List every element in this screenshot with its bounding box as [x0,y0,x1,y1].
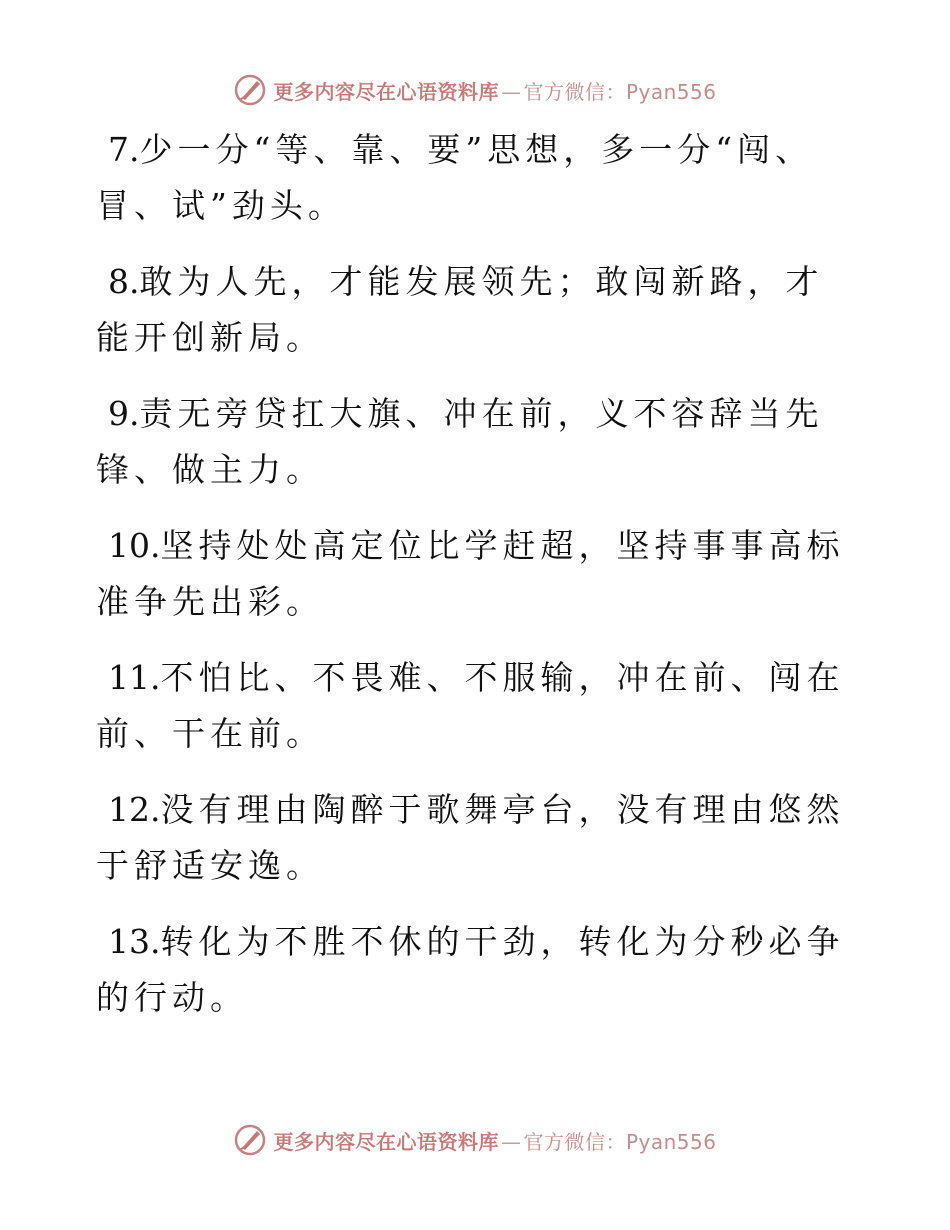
quill-logo-icon [233,1123,267,1157]
list-item [96,254,856,366]
watermark-brand: 更多内容尽在心语资料库 [273,1129,499,1154]
list-item [96,518,856,630]
list-item [96,914,856,1026]
watermark-contact: 官方微信：Pyan556 [523,1129,717,1154]
item-text: 转化为不胜不休的干劲，转化为分秒必争的行动。 [96,922,845,1017]
watermark-text [273,76,716,105]
footer-watermark [0,1120,950,1160]
watermark-separator: — [500,79,522,104]
item-number: 13. [108,922,161,961]
item-text: 没有理由陶醉于歌舞亭台，没有理由悠然于舒适安逸。 [96,790,845,885]
item-number: 9. [108,394,140,433]
item-number: 11. [108,658,161,697]
item-number: 7. [108,130,140,169]
list-item [96,386,856,498]
watermark-separator: — [500,1129,522,1154]
list-item [96,782,856,894]
watermark-contact: 官方微信：Pyan556 [523,79,717,104]
watermark-brand: 更多内容尽在心语资料库 [273,79,499,104]
quill-logo-icon [233,73,267,107]
item-text: 敢为人先，才能发展领先；敢闯新路，才能开创新局。 [96,262,824,357]
item-number: 10. [108,526,161,565]
item-number: 8. [108,262,140,301]
item-text: 少一分“等、靠、要”思想，多一分“闯、冒、试”劲头。 [96,130,814,225]
watermark-text [273,1126,716,1155]
item-text: 坚持处处高定位比学赶超，坚持事事高标准争先出彩。 [96,526,845,621]
document-body [96,122,856,1046]
item-number: 12. [108,790,161,829]
list-item [96,650,856,762]
header-watermark [0,70,950,110]
item-text: 不怕比、不畏难、不服输，冲在前、闯在前、干在前。 [96,658,845,753]
item-text: 责无旁贷扛大旗、冲在前，义不容辞当先锋、做主力。 [96,394,824,489]
list-item [96,122,856,234]
